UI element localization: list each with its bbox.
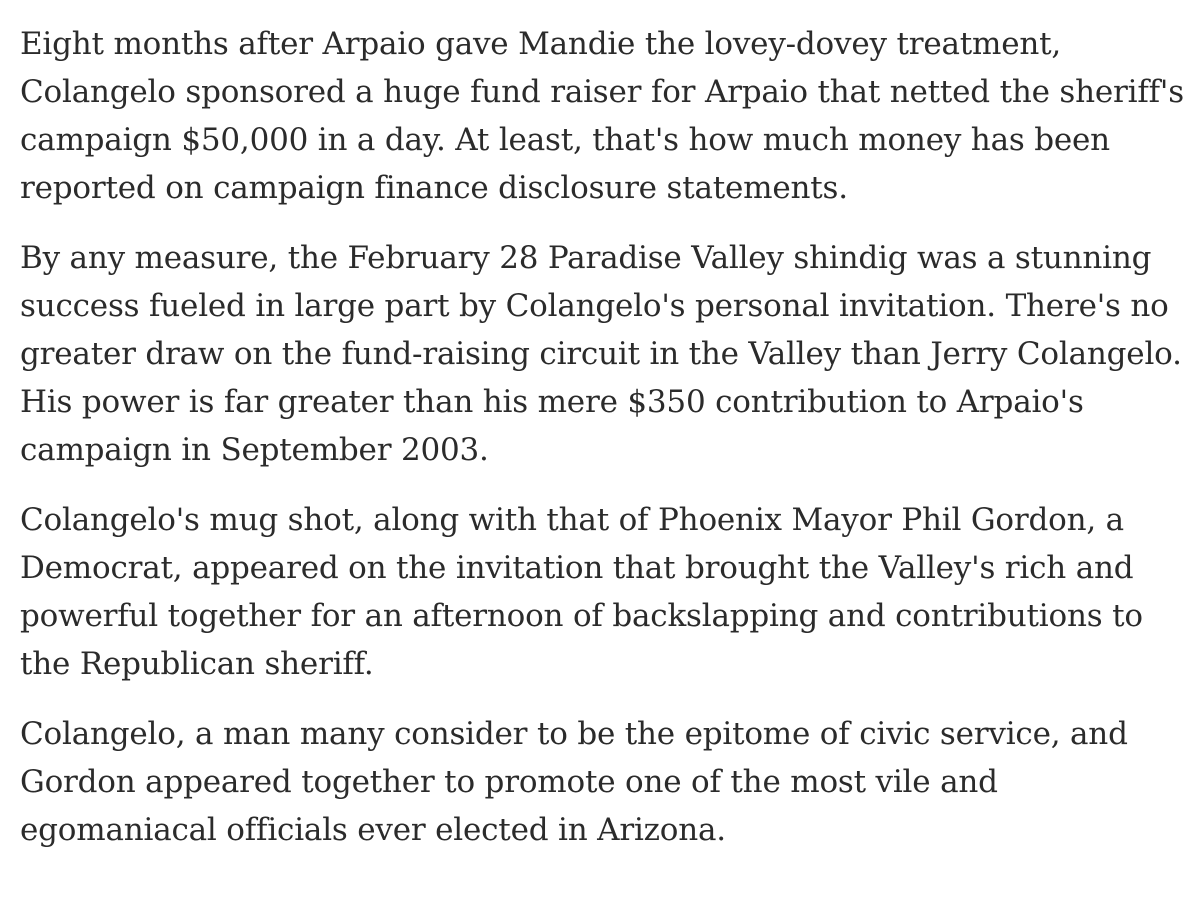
paragraph-line: egomaniacal officials ever elected in Arizona. — [20, 812, 726, 848]
paragraph-line: Democrat, appeared on the invitation that brought the Valley's rich and — [20, 550, 1134, 586]
paragraph-line: success fueled in large part by Colangelo's personal invitation. There's no — [20, 288, 1169, 324]
paragraph-line: Colangelo, a man many consider to be the epitome of civic service, and — [20, 716, 1128, 752]
article-paragraph-3 — [20, 496, 1180, 688]
paragraph-spacer — [20, 212, 1180, 234]
paragraph-line: By any measure, the February 28 Paradise Valley shindig was a stunning — [20, 240, 1152, 276]
article-paragraph-2 — [20, 234, 1180, 474]
paragraph-line: greater draw on the fund-raising circuit in the Valley than Jerry Colangelo. — [20, 336, 1182, 372]
paragraph-line: reported on campaign finance disclosure statements. — [20, 170, 848, 206]
paragraph-line: powerful together for an afternoon of backslapping and contributions to — [20, 598, 1143, 634]
paragraph-line: Eight months after Arpaio gave Mandie the lovey-dovey treatment, — [20, 26, 1062, 62]
paragraph-spacer — [20, 474, 1180, 496]
paragraph-line: campaign in September 2003. — [20, 432, 489, 468]
paragraph-line: campaign $50,000 in a day. At least, that's how much money has been — [20, 122, 1110, 158]
paragraph-line: Gordon appeared together to promote one of the most vile and — [20, 764, 998, 800]
paragraph-line: His power is far greater than his mere $350 contribution to Arpaio's — [20, 384, 1084, 420]
article-paragraph-4 — [20, 710, 1180, 854]
paragraph-spacer — [20, 688, 1180, 710]
paragraph-line: the Republican sheriff. — [20, 646, 374, 682]
paragraph-line: Colangelo sponsored a huge fund raiser for Arpaio that netted the sheriff's — [20, 74, 1184, 110]
paragraph-line: Colangelo's mug shot, along with that of Phoenix Mayor Phil Gordon, a — [20, 502, 1124, 538]
article-paragraph-1 — [20, 0, 1184, 212]
